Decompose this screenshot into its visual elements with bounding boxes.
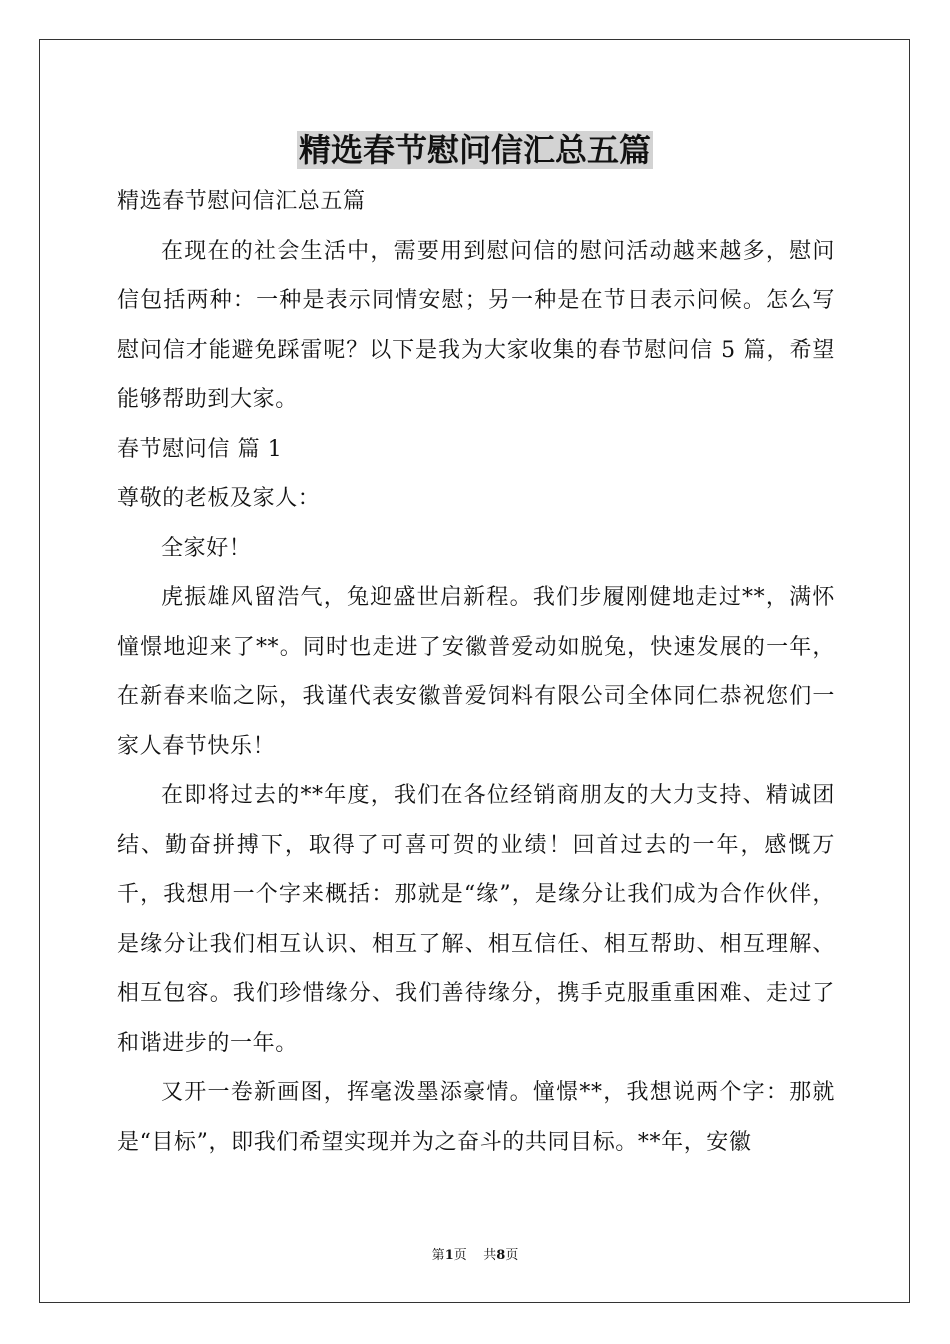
paragraph-body-2: 在即将过去的**年度，我们在各位经销商朋友的大力支持、精诚团结、勤奋拼搏下，取得了可喜可贺的业绩！回首过去的一年，感慨万千，我想用一个字来概括：那就是“缘”，是缘分让我们成为合作伙伴，是缘分让我们相互认识、相互了解、相互信任、相互帮助、相互理解、相互包容。我们珍惜缘分、我们善待缘分，携手克服重重困难、走过了和谐进步的一年。 xyxy=(117,783,835,1056)
footer-page-suffix: 页 xyxy=(505,1248,519,1263)
footer-page-prefix: 第 xyxy=(431,1248,445,1263)
document-title xyxy=(0,128,950,172)
paragraph-intro: 在现在的社会生活中，需要用到慰问信的慰问活动越来越多，慰问信包括两种：一种是表示同情安慰；另一种是在节日表示问候。怎么写慰问信才能避免踩雷呢？以下是我为大家收集的春节慰问信 5 篇，希望能够帮助到大家。 xyxy=(117,238,835,412)
paragraph-greeting: 全家好！ xyxy=(161,535,252,561)
paragraph-subtitle: 精选春节慰问信汇总五篇 xyxy=(117,189,366,214)
paragraph-body-3: 又开一卷新画图，挥毫泼墨添豪情。憧憬**，我想说两个字：那就是“目标”，即我们希望实现并为之奋斗的共同目标。**年，安徽 xyxy=(117,1080,835,1155)
footer-page-total: 8 xyxy=(496,1248,506,1263)
page-footer xyxy=(0,1247,950,1265)
section-heading: 春节慰问信 篇 1 xyxy=(117,436,283,462)
document-body xyxy=(117,177,835,1167)
footer-page-mid: 页 共 xyxy=(453,1248,497,1263)
paragraph-salutation: 尊敬的老板及家人： xyxy=(117,486,321,511)
footer-page-current: 1 xyxy=(444,1248,454,1263)
document-title-text: 精选春节慰问信汇总五篇 xyxy=(298,131,651,169)
paragraph-body-1: 虎振雄风留浩气，兔迎盛世启新程。我们步履刚健地走过**，满怀憧憬地迎来了**。同时也走进了安徽普爱动如脱兔，快速发展的一年，在新春来临之际，我谨代表安徽普爱饲料有限公司全体同仁恭祝您们一家人春节快乐！ xyxy=(117,585,835,759)
